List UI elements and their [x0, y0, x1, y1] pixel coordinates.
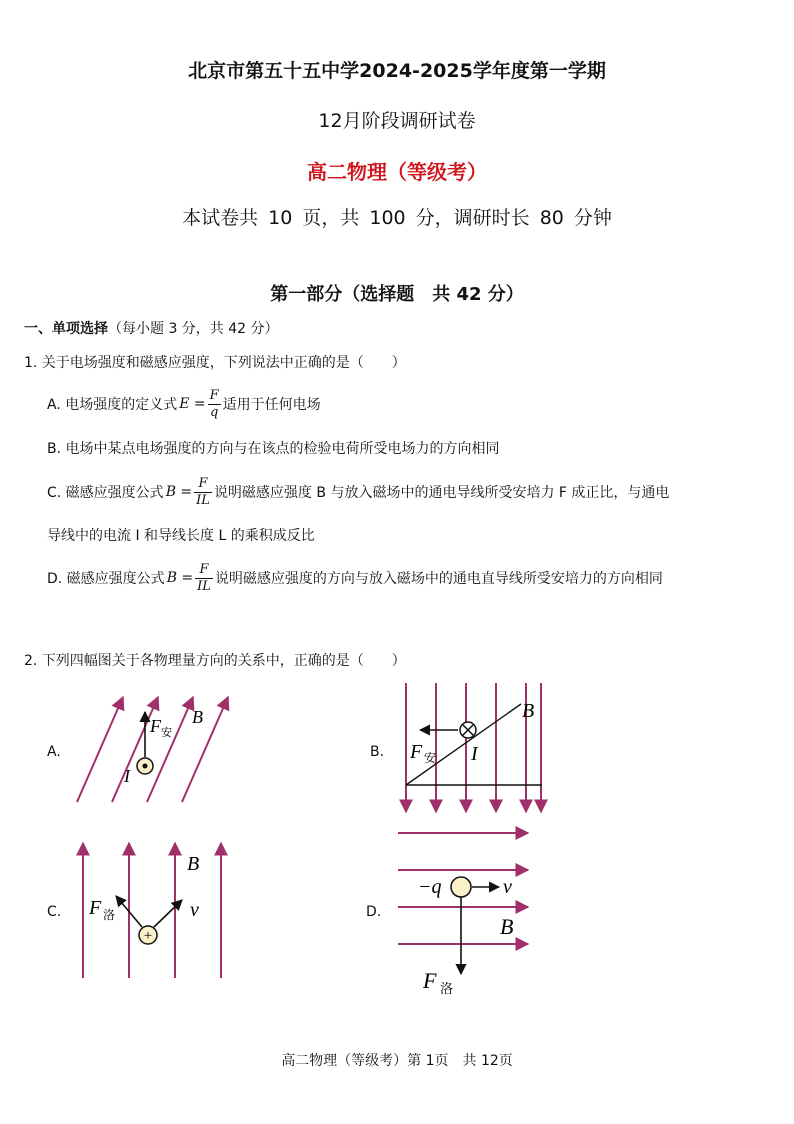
question-1-option-c-continued: 导线中的电流 I 和导线长度 L 的乘积成反比	[47, 528, 315, 544]
negative-charge-icon	[451, 877, 471, 897]
section-heading	[24, 318, 279, 338]
fig-d-force-label: F	[423, 968, 437, 993]
question-1-option-c	[47, 472, 669, 512]
option-c-prefix: C. 磁感应强度公式	[47, 485, 164, 501]
figure-a	[77, 697, 228, 802]
option-c-label: C.	[47, 904, 62, 920]
option-d-label: D.	[366, 904, 382, 920]
option-a-num: F	[209, 387, 219, 403]
current-dot-icon	[143, 764, 148, 769]
part-title: 第一部分（选择题 共 42 分）	[270, 284, 524, 305]
question-1-option-b: B. 电场中某点电场强度的方向与在该点的检验电荷所受电场力的方向相同	[47, 441, 500, 457]
figure-c	[83, 843, 221, 978]
option-c-den: IL	[196, 492, 210, 508]
fig-c-force-sub: 洛	[103, 908, 116, 922]
option-d-suffix: 说明磁感应强度的方向与放入磁场中的通电直导线所受安培力的方向相同	[214, 571, 663, 587]
question-2-stem: 2. 下列四幅图关于各物理量方向的关系中，正确的是（ ）	[24, 653, 406, 669]
fig-b-current-label: I	[471, 743, 478, 765]
field-line-icon	[147, 697, 193, 802]
fig-d-force-sub: 洛	[440, 981, 454, 996]
question-2-figures	[0, 670, 794, 1010]
option-c-fraction	[194, 476, 212, 509]
velocity-arrow-icon	[154, 900, 182, 927]
fig-d-velocity-label: v	[503, 876, 512, 898]
field-line-icon	[112, 697, 158, 802]
option-a-fraction	[208, 388, 221, 421]
school-title: 北京市第五十五中学2024-2025学年度第一学期	[188, 60, 606, 82]
option-c-num: F	[194, 476, 212, 493]
section-note: （每小题 3 分，共 42 分）	[108, 321, 279, 337]
option-d-fraction	[195, 562, 213, 595]
exam-name: 12月阶段调研试卷	[318, 110, 476, 132]
fig-a-force-sub: 安	[161, 727, 172, 739]
fig-c-velocity-label: v	[190, 899, 199, 921]
fig-a-current-label: I	[124, 766, 130, 786]
incline-slope	[406, 704, 521, 785]
option-d-den: IL	[197, 578, 211, 594]
subject-title: 高二物理（等级考）	[307, 160, 487, 184]
option-a-prefix: A. 电场强度的定义式	[47, 397, 178, 413]
question-1-option-a	[47, 384, 321, 424]
option-c-lhs: B =	[165, 484, 193, 500]
fig-c-force-label: F	[89, 897, 102, 919]
fig-a-field-label: B	[192, 707, 203, 727]
field-line-icon	[77, 697, 123, 802]
fig-b-force-label: F	[410, 741, 423, 763]
option-c-suffix: 说明磁感应强度 B 与放入磁场中的通电导线所受安培力 F 成正比，与通电	[213, 485, 670, 501]
fig-d-charge-label: −q	[418, 876, 442, 898]
option-d-prefix: D. 磁感应强度公式	[47, 571, 165, 587]
option-a-suffix: 适用于任何电场	[222, 397, 321, 413]
question-1-stem: 1. 关于电场强度和磁感应强度，下列说法中正确的是（ ）	[24, 355, 406, 371]
fig-c-charge-label: +	[143, 928, 153, 944]
option-a-label: A.	[47, 744, 61, 760]
section-label: 一、单项选择	[24, 321, 108, 337]
fig-b-field-label: B	[522, 700, 535, 722]
option-a-lhs: E =	[179, 396, 206, 412]
page-footer: 高二物理（等级考）第 1页 共 12页	[281, 1053, 513, 1069]
figure-d	[398, 833, 528, 996]
option-d-num: F	[195, 562, 213, 579]
figure-b	[406, 683, 542, 812]
option-b-label: B.	[370, 744, 385, 760]
field-line-icon	[182, 697, 228, 802]
fig-c-field-label: B	[187, 853, 200, 875]
option-a-den: q	[209, 404, 219, 420]
fig-a-force-label: F	[150, 716, 161, 736]
fig-d-field-label: B	[500, 914, 514, 939]
exam-info: 本试卷共 10 页，共 100 分，调研时长 80 分钟	[182, 207, 612, 229]
option-d-lhs: B =	[166, 570, 194, 586]
fig-b-force-sub: 安	[424, 751, 437, 765]
question-1-option-d	[47, 558, 663, 598]
